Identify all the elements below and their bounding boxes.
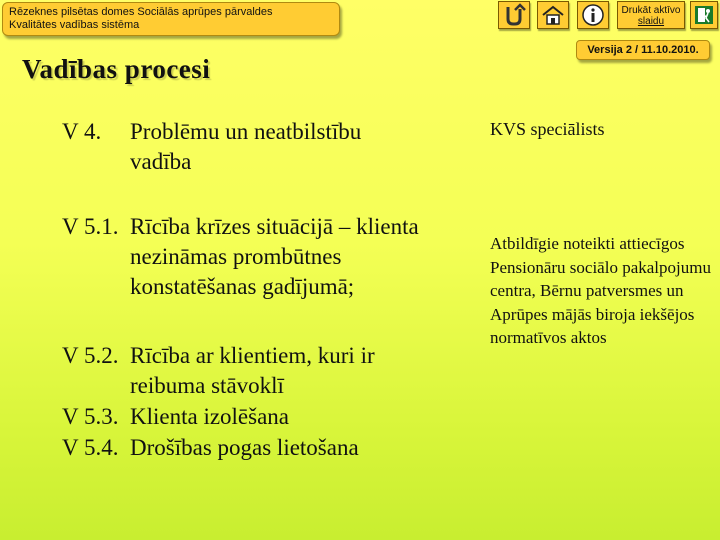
print-label-line-2: slaidu (637, 16, 665, 27)
process-code: V 5.4. (62, 435, 119, 460)
home-icon (541, 4, 565, 26)
header-line-2: Kvalitātes vadības sistēma (9, 19, 140, 31)
print-label-line-1: Drukāt aktīvo (621, 5, 681, 16)
process-text: Rīcība krīzes situācijā – klienta nezināmas prombūtnes konstatēšanas gadījumā; (130, 214, 419, 299)
process-code: V 5.2. (62, 343, 119, 368)
back-button[interactable] (498, 1, 530, 29)
page-title: Vadības procesi (22, 54, 211, 84)
responsible-note: Atbildīgie noteikti attiecīgos Pensionāru sociālo pakalpojumu centra, Bērnu patversmes un Aprūpes mājās biroja iekšējos normatīvos aktos (490, 234, 711, 347)
process-code: V 4. (62, 119, 102, 144)
exit-button[interactable] (690, 1, 718, 29)
process-text: Rīcība ar klientiem, kuri ir reibuma stāvoklī (130, 343, 375, 398)
responsible-kvs: KVS speciālists (490, 119, 605, 139)
back-arrow-icon (501, 3, 527, 27)
version-badge: Versija 2 / 11.10.2010. (576, 40, 710, 60)
header-box (2, 2, 340, 36)
process-text: Klienta izolēšana (130, 404, 290, 429)
exit-door-icon (693, 4, 715, 26)
home-button[interactable] (537, 1, 569, 29)
info-button[interactable] (577, 1, 609, 29)
process-code: V 5.3. (62, 404, 119, 429)
info-icon (581, 3, 605, 27)
process-code: V 5.1. (62, 214, 119, 239)
process-text: Drošības pogas lietošana (130, 435, 359, 460)
process-text: Problēmu un neatbilstību vadība (130, 119, 362, 174)
header-line-1: Rēzeknes pilsētas domes Sociālās aprūpes pārvaldes (9, 6, 273, 18)
print-slide-button[interactable] (617, 1, 685, 29)
